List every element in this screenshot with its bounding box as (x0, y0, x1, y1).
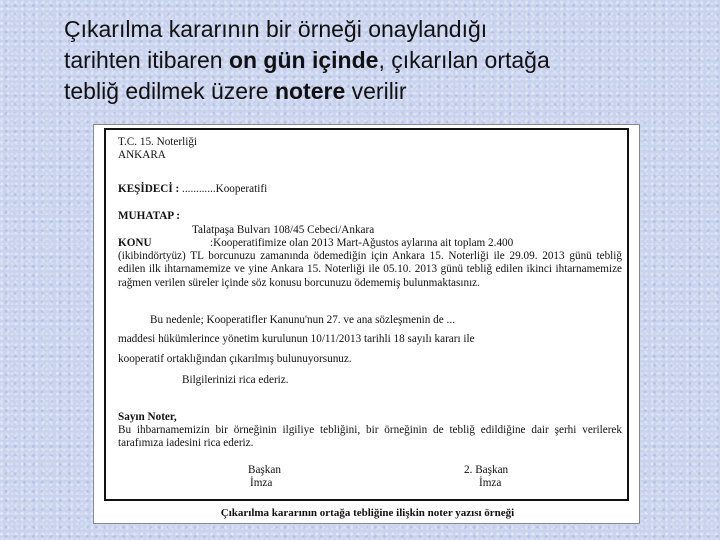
notary-name: T.C. 15. Noterliği (118, 136, 198, 148)
info-request: Bilgilerinizi rica ederiz. (182, 374, 289, 386)
heading-line-3: tebliğ edilmek üzere notere verilir (64, 78, 407, 104)
heading-emphasis-ten-days: on gün içinde (228, 47, 379, 73)
recipient-address: Talatpaşa Bulvarı 108/45 Cebeci/Ankara (192, 224, 375, 236)
subject-text: (ikibindörtyüz) TL borcunuzu zamanında ödemediğin için Ankara 15. Noterliği ile 29.09. 2013 günü tebliğ edilen ilk ihtarnamemize ve yine Ankara 15. Noterliği ile 05.10. 2013 günü tebliğ edilen ikinci ihtarnamemize rağmen verilen süreler içinde söz konusu borcunuzu ödememiş bulunmaktasınız. (118, 250, 622, 289)
heading-line-1: Çıkarılma kararının bir örneği onaylandığı (64, 16, 488, 42)
heading-line-2: tarihten itibaren on gün içinde, çıkarılan ortağa (64, 47, 550, 73)
recipient-label: MUHATAP : (118, 210, 181, 222)
slide-heading (64, 14, 704, 107)
sender-value: ............Kooperatifi (182, 183, 268, 195)
subject-label: KONU (118, 237, 152, 249)
decision-line-3: kooperatif ortaklığından çıkarılmış bulunuyorsunuz. (118, 353, 352, 365)
heading-emphasis-notary: notere (274, 78, 346, 104)
signature-vice-president-title: 2. Başkan (464, 464, 509, 476)
signature-president-title: Başkan (248, 464, 281, 476)
document-caption: Çıkarılma kararının ortağa tebliğine ilişkin noter yazısı örneği (220, 507, 515, 519)
salutation: Sayın Noter, (118, 411, 177, 423)
document-image (93, 124, 640, 524)
sender-row (118, 183, 267, 196)
subject-first-line: :Kooperatifimize olan 2013 Mart-Ağustos aylarına ait toplam 2.400 (210, 237, 514, 249)
sender-label: KEŞİDECİ : (118, 183, 180, 195)
signature-president-sign: İmza (250, 477, 273, 489)
signature-vice-president-sign: İmza (479, 477, 502, 489)
decision-line-1: Bu nedenle; Kooperatifler Kanunu'nun 27. ve ana sözleşmenin de ... (150, 314, 455, 326)
notary-letter (104, 128, 629, 501)
decision-line-2: maddesi hükümlerince yönetim kurulunun 10/11/2013 tarihli 18 sayılı kararı ile (118, 333, 475, 345)
request-text: Bu ihbarnamemizin bir örneğinin ilgiliye tebliğini, bir örneğinin de tebliğ edildiğine dair şerhi verilerek tarafımıza iadesini rica ederiz. (118, 424, 622, 450)
notary-city: ANKARA (118, 149, 166, 161)
